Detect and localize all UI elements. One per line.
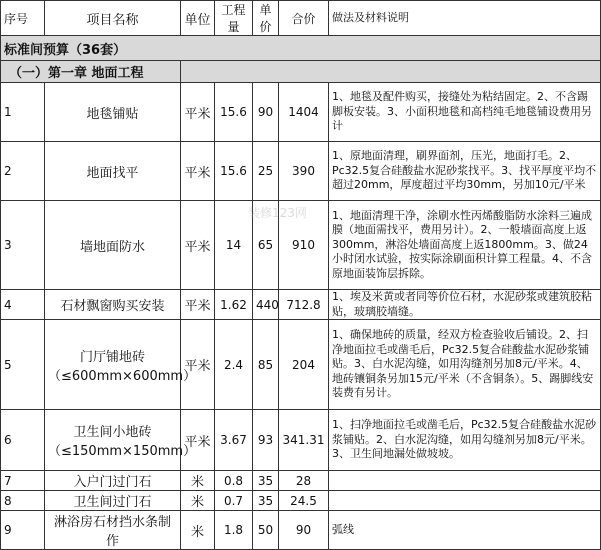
header-row: [1, 1, 601, 36]
cell-total: 341.31: [279, 410, 329, 471]
cell-unit: 平米: [181, 142, 215, 201]
table-row: [1, 511, 601, 550]
header-seq: 序号: [1, 1, 45, 36]
chapter-spacer: [181, 61, 601, 83]
cell-total: 204: [279, 320, 329, 410]
cell-name: 淋浴房石材挡水条制作: [45, 511, 181, 550]
cell-desc: 1、确保地砖的质量，经双方检查验收后铺设。2、扫净地面拉毛或凿毛后，Pc32.5复合硅酸盐水泥砂浆铺贴。3、白水泥沟缝，如用沟缝剂另加8元/平米。4、地砖镶铜条另加15元/平米（不含铜条）。5、踢脚线安装费有另计。: [329, 320, 601, 410]
cell-name: 墙地面防水: [45, 201, 181, 290]
header-qty: 工程量: [215, 1, 253, 36]
chapter-title: （一）第一章 地面工程: [1, 61, 181, 83]
cell-seq: 2: [1, 142, 45, 201]
cell-unit: 米: [181, 471, 215, 491]
header-unit: 单位: [181, 1, 215, 36]
cell-desc: [329, 471, 601, 491]
cell-qty: 3.67: [215, 410, 253, 471]
cell-total: 910: [279, 201, 329, 290]
cell-seq: 5: [1, 320, 45, 410]
table-row: [1, 491, 601, 511]
cell-unit: 平米: [181, 83, 215, 142]
watermark: 装修123网: [248, 206, 307, 220]
cell-price: 90: [253, 83, 279, 142]
cell-unit: 平米: [181, 410, 215, 471]
chapter-row: [1, 61, 601, 83]
table-row: [1, 142, 601, 201]
header-desc: 做法及材料说明: [329, 1, 601, 36]
cell-desc: 1、埃及米黄或者同等价位石材，水泥砂浆或建筑胶粘贴，玻璃胶墙缝。: [329, 290, 601, 320]
cell-name: 门厅铺地砖（≤600mm×600mm）: [45, 320, 181, 410]
cell-name: 卫生间小地砖（≤150mm×150mm）: [45, 410, 181, 471]
section-row: [1, 36, 601, 61]
cell-unit: 米: [181, 491, 215, 511]
cell-name: 地毯铺贴: [45, 83, 181, 142]
cell-seq: 8: [1, 491, 45, 511]
cell-qty: 2.4: [215, 320, 253, 410]
section-title: 标准间预算（36套）: [1, 36, 601, 61]
table-row: [1, 290, 601, 320]
cell-name: 地面找平: [45, 142, 181, 201]
cell-total: 90: [279, 511, 329, 550]
cell-name: 卫生间过门石: [45, 491, 181, 511]
cell-total: 1404: [279, 83, 329, 142]
cell-price: 85: [253, 320, 279, 410]
table-row: [1, 83, 601, 142]
cell-desc: 1、地面清理干净，涂刷水性丙烯酸脂防水涂料三遍成膜（地面需找平，费用另计）。2、一般墙面高度上返300mm，淋浴处墙面高度上返1800mm。3、做24小时闭水试验，按实际涂刷面积计算工程量。4、不含原地面装饰层拆除。: [329, 201, 601, 290]
table-row: [1, 471, 601, 491]
cell-name: 石材飘窗购买安装: [45, 290, 181, 320]
header-name: 项目名称: [45, 1, 181, 36]
cell-unit: 平米: [181, 201, 215, 290]
cell-qty: 14: [215, 201, 253, 290]
cell-unit: 米: [181, 511, 215, 550]
cell-qty: 0.7: [215, 491, 253, 511]
cell-qty: 0.8: [215, 471, 253, 491]
table-row: [1, 410, 601, 471]
cell-qty: 15.6: [215, 83, 253, 142]
header-total: 合价: [279, 1, 329, 36]
cell-price: 65: [253, 201, 279, 290]
cell-total: 28: [279, 471, 329, 491]
cell-desc: 弧线: [329, 511, 601, 550]
cell-seq: 7: [1, 471, 45, 491]
cell-price: 35: [253, 471, 279, 491]
header-price: 单价: [253, 1, 279, 36]
cell-qty: 15.6: [215, 142, 253, 201]
cell-total: 390: [279, 142, 329, 201]
cell-price: 50: [253, 511, 279, 550]
cell-price: 25: [253, 142, 279, 201]
cell-desc: 1、地毯及配件购买，接缝处为粘结固定。2、不含踢脚板安装。3、小面积地毯和高档纯毛地毯铺设费用另计: [329, 83, 601, 142]
cell-qty: 1.62: [215, 290, 253, 320]
cell-unit: 平米: [181, 290, 215, 320]
cell-seq: 6: [1, 410, 45, 471]
cell-qty: 1.8: [215, 511, 253, 550]
table-row: [1, 201, 601, 290]
cell-total: 24.5: [279, 491, 329, 511]
cell-unit: 平米: [181, 320, 215, 410]
cell-name: 入户门过门石: [45, 471, 181, 491]
cell-price: 93: [253, 410, 279, 471]
cell-seq: 3: [1, 201, 45, 290]
cell-desc: [329, 491, 601, 511]
cell-seq: 9: [1, 511, 45, 550]
cell-price: 35: [253, 491, 279, 511]
cell-seq: 1: [1, 83, 45, 142]
cell-total: 712.8: [279, 290, 329, 320]
cell-desc: 1、原地面清理，刷界面剂，压光，地面打毛。2、Pc32.5复合硅酸盐水泥砂浆找平。3、找平厚度平均不超过20mm，厚度超过平均30mm，另加10元/平米: [329, 142, 601, 201]
table-row: [1, 320, 601, 410]
cell-price: 440: [253, 290, 279, 320]
cell-desc: 1、扫净地面拉毛或凿毛后，Pc32.5复合硅酸盐水泥砂浆铺贴。2、白水泥沟缝，如用勾缝剂另加8元/平米。3、卫生间地漏处做坡坡。: [329, 410, 601, 471]
cell-seq: 4: [1, 290, 45, 320]
